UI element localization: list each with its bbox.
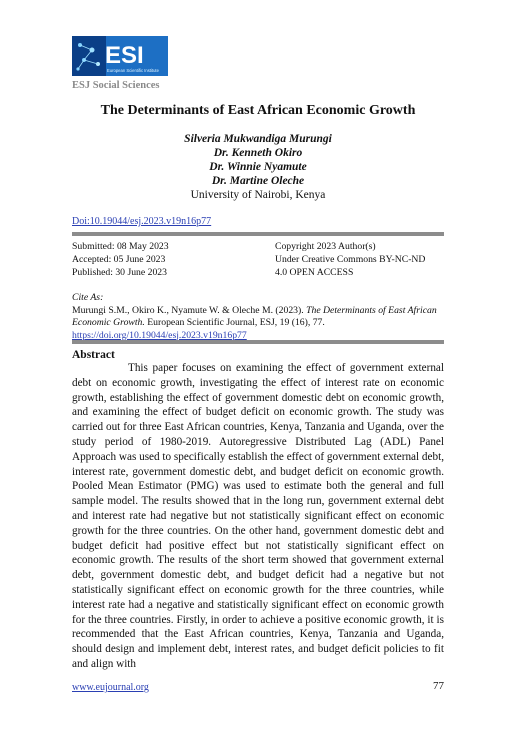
author-name: Dr. Martine Oleche [211,175,305,187]
access-text: 4.0 OPEN ACCESS [275,266,354,278]
journal-name: ESJ Social Sciences [72,80,160,91]
citation-block [72,292,444,342]
footer-url-link[interactable]: www.eujournal.org [72,682,149,693]
author-name: Silveria Mukwandiga Murungi [184,133,332,145]
logo-text: ESI [105,42,144,69]
published-date: Published: 30 June 2023 [72,266,167,278]
logo-subtext: European Scientific Institute [107,68,159,73]
affiliation: University of Nairobi, Kenya [190,189,326,201]
bottom-divider [72,340,444,344]
citation-source: European Scientific Journal, ESJ, 19 (16), 77. [144,317,325,328]
citation-text [72,305,444,330]
esi-logo [72,36,168,76]
paper-title: The Determinants of East African Economic Growth [100,103,416,118]
abstract-text: This paper focuses on examining the effect of government external debt on economic growth, investigating the effect of interest rate on economic growth, establishing the effect of government domestic debt on economic growth, and examining the effect of budget deficit on economic growth. The study was carried out for three East African countries, Kenya, Tanzania and Uganda, over the study period of 1980-2019. Autoregressive Distributed Lag (ADL) Panel Approach was used to specifically establish the effect of government external debt, interest rate, government domestic debt, and budget deficit on economic growth. Pooled Mean Estimator (PMG) was used to estimate both the general and full sample model. The results showed that in the long run, government external debt and interest rate had negative but not statistically significant effect on economic growth for the three countries. On the other hand, government domestic debt and budget deficit had positive effect but not statistically significant effect on economic growth. The results of the short term showed that government external debt, government domestic debt, and budget deficit had a negative but not statistically significant effect on economic growth for the three countries, while interest rate had a negative and statistically significant effect on economic growth for the three countries. Firstly, in order to achieve a positive economic growth, it is recommended that the East African countries, Kenya, Tanzania and Uganda, should design and implement debt, interest rates, and budget deficit policies to fit and align with [72,362,444,670]
accepted-date: Accepted: 05 June 2023 [72,253,166,265]
cite-label: Cite As: [72,292,104,303]
citation-authors: Murungi S.M., Okiro K., Nyamute W. & Oleche M. (2023). [72,304,307,316]
citation-title: The Determinants of East African Economic Growth. [72,304,437,328]
abstract-heading: Abstract [72,349,115,361]
author-name: Dr. Winnie Nyamute [209,161,307,173]
rights-block [275,241,425,279]
submitted-date: Submitted: 08 May 2023 [72,241,169,252]
author-name: Dr. Kenneth Okiro [213,147,303,159]
doi-link[interactable]: Doi:10.19044/esj.2023.v19n16p77 [72,216,212,227]
page-number: 77 [433,680,444,692]
copyright-text: Copyright 2023 Author(s) [275,241,376,252]
dates-block [72,241,169,279]
citation-doi-link[interactable]: https://doi.org/10.19044/esj.2023.v19n16p77 [72,329,247,341]
top-divider [72,232,444,236]
license-text: Under Creative Commons BY-NC-ND [275,253,426,265]
